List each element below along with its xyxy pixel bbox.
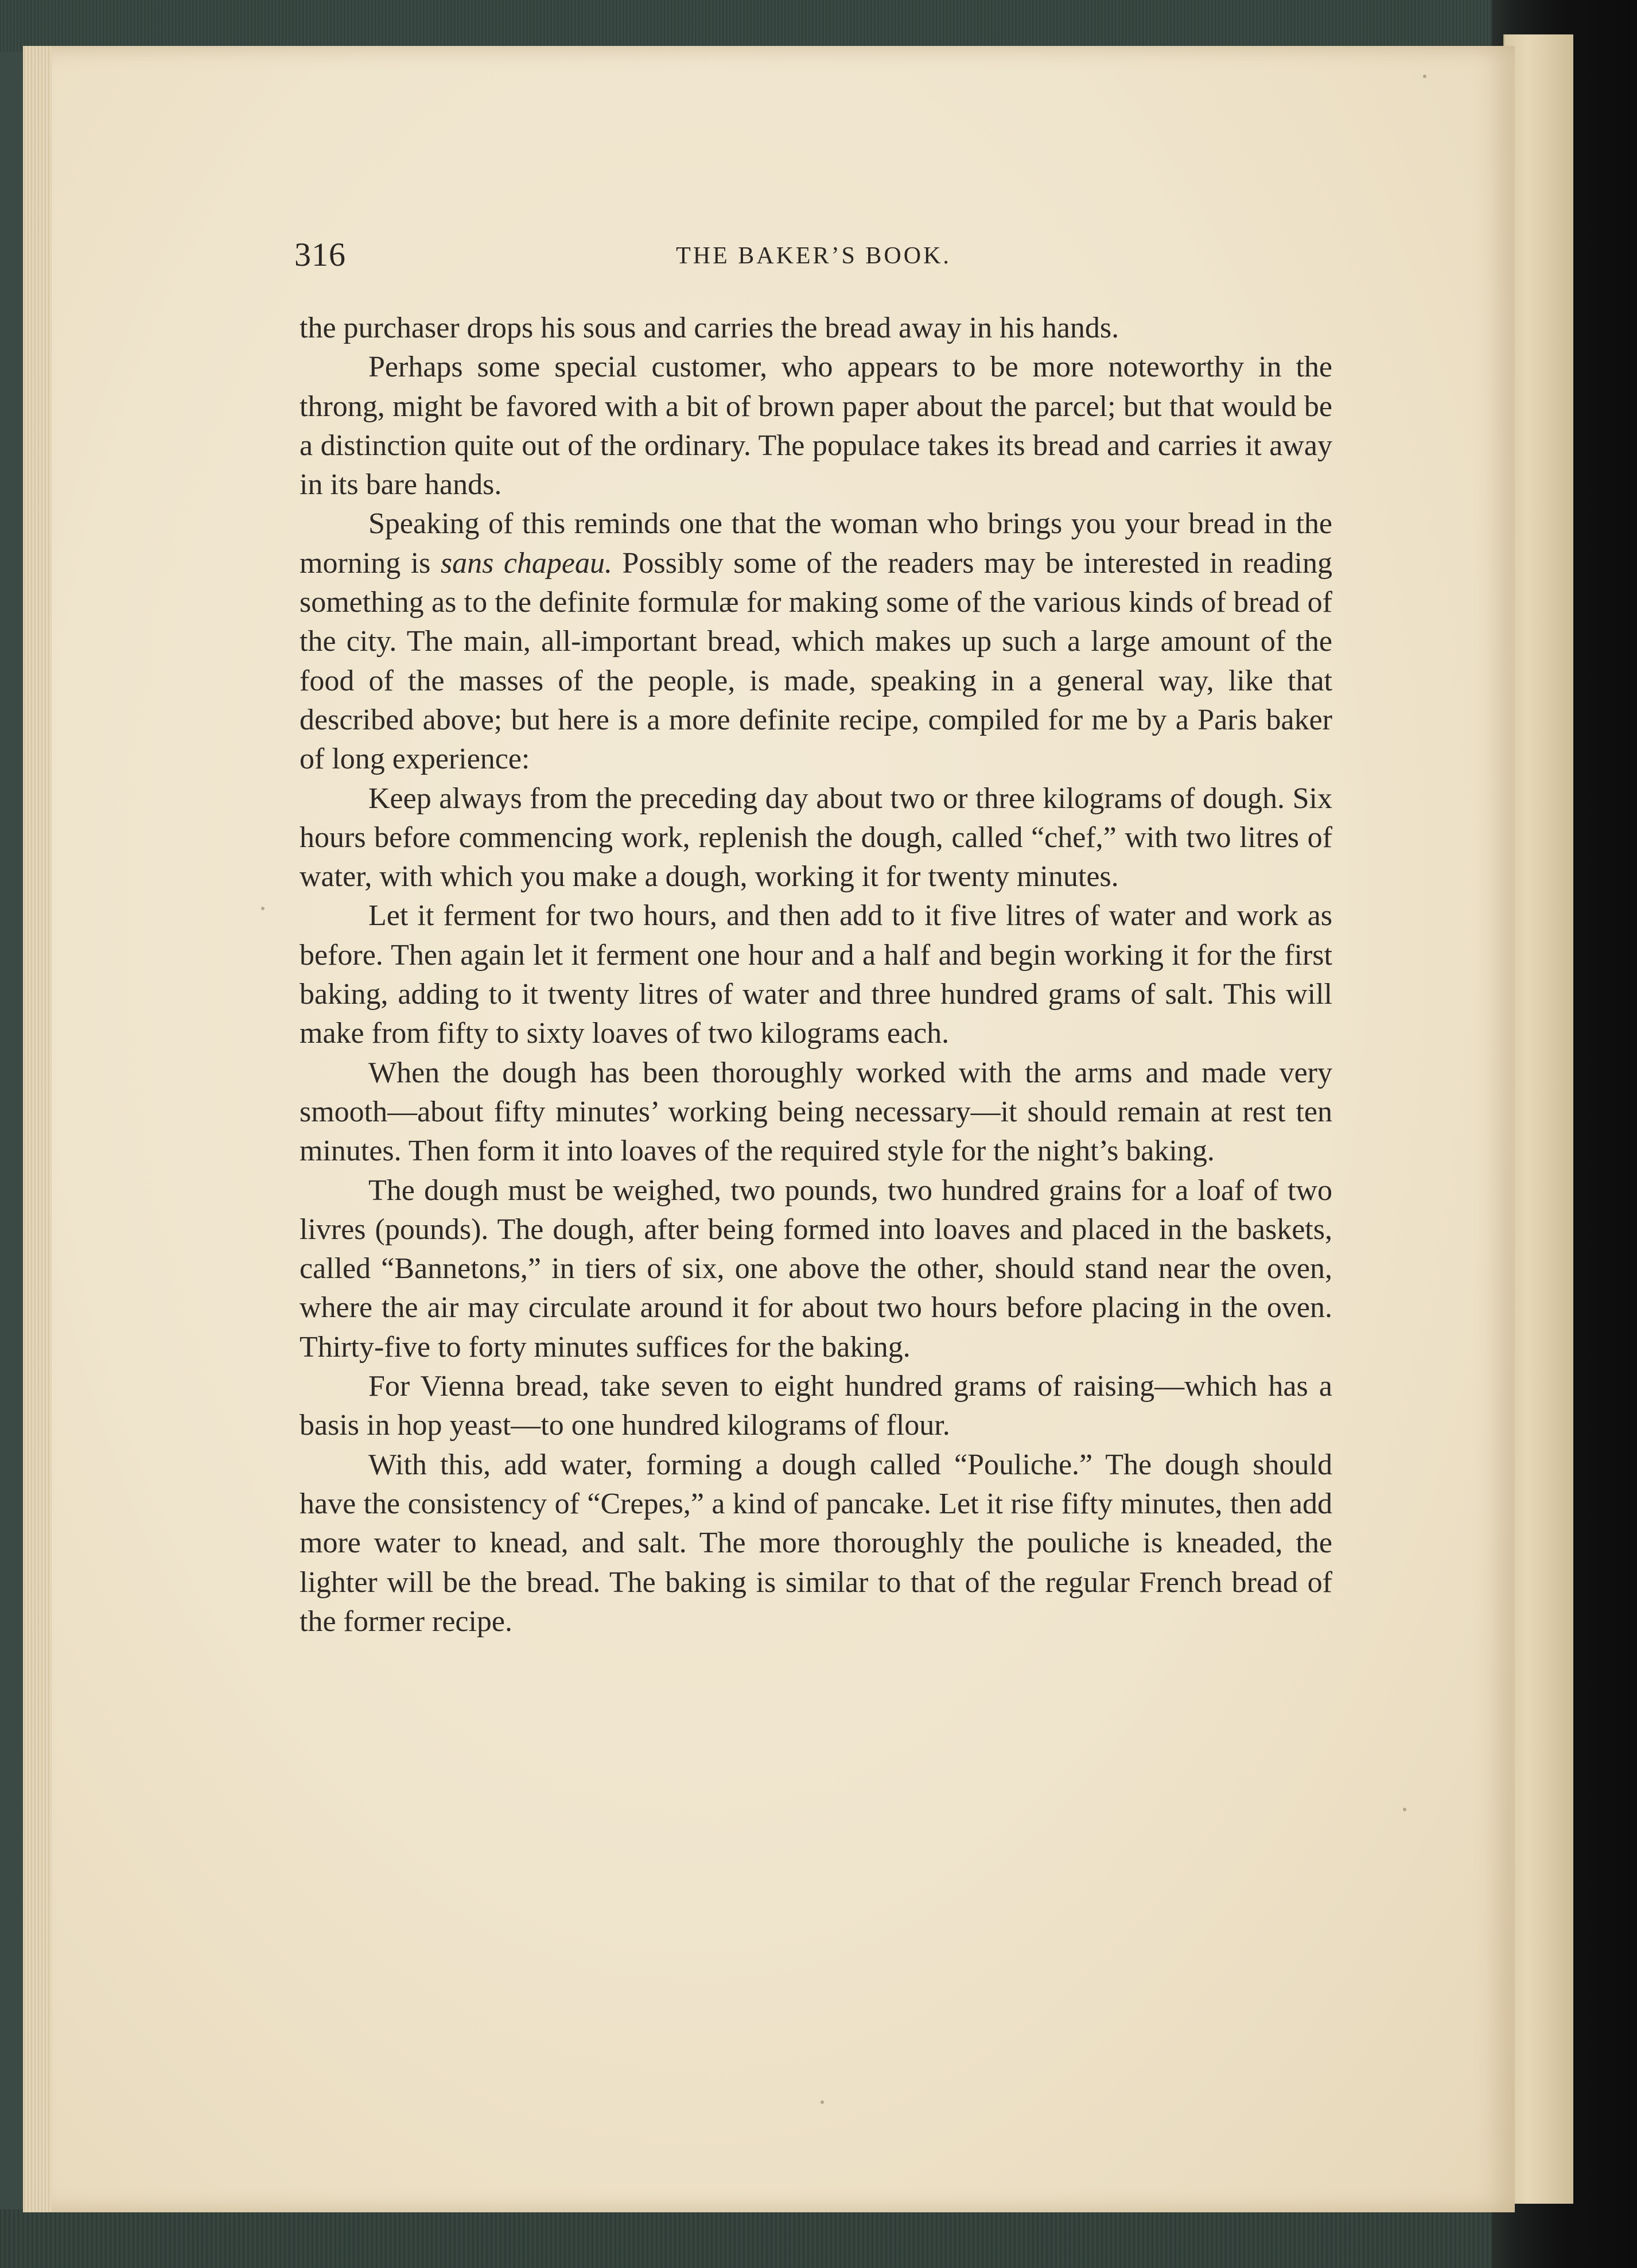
paragraph: Keep always from the preceding day about two or three kilograms of dough. Six hours before commencing work, replenish the dough, called “chef,” with two litres of water, with which you make a dough, working it for twenty minutes. bbox=[300, 782, 1332, 894]
paragraph: Let it ferment for two hours, and then add to it five litres of water and work as before. Then again let it ferment one hour and a half and begin working it for the first baking, adding to it twenty litres of water and three hundred grams of salt. This will make from fifty to sixty loaves of two kilograms each. bbox=[300, 899, 1332, 1050]
paper-speck bbox=[821, 2100, 824, 2104]
paragraph: The dough must be weighed, two pounds, two hundred grains for a loaf of two livres (pounds). The dough, after being formed into loaves and placed in the baskets, called “Bannetons,” in tiers of six, one above the other, should stand near the oven, where the air may circulate around it for about two hours before placing in the oven. Thirty-five to forty minutes suffices for the baking. bbox=[300, 1174, 1332, 1364]
book-binding-top bbox=[0, 0, 1637, 52]
page-edges-left bbox=[23, 46, 52, 2212]
running-title: THE BAKER’S BOOK. bbox=[676, 243, 951, 269]
paragraph-text: Possibly some of the readers may be interested in reading something as to the definite formulæ for making some of the various kinds of bread of the city. The main, all-important bread, which makes up such a large amount of the food of the masses of the people, is made, speaking in a general way, like that described above; but here is a more definite recipe, compiled for me by a Paris baker of long experience: bbox=[300, 546, 1332, 776]
running-head bbox=[294, 235, 1333, 281]
paper-speck bbox=[1423, 75, 1426, 78]
paper-speck bbox=[261, 907, 265, 910]
paragraph: For Vienna bread, take seven to eight hundred grams of raising—which has a basis in hop yeast—to one hundred kilograms of flour. bbox=[300, 1370, 1332, 1442]
paragraph-continued: the purchaser drops his sous and carries the bread away in his hands. bbox=[300, 312, 1119, 344]
paragraph: With this, add water, forming a dough called “Pouliche.” The dough should have the consistency of “Crepes,” a kind of pancake. Let it rise fifty minutes, then add more water to knead, and salt. The more thoroughly the pouliche is kneaded, the lighter will be the bread. The baking is similar to that of the regular French bread of the former recipe. bbox=[300, 1448, 1332, 1638]
paragraph bbox=[300, 504, 1332, 779]
paragraph: When the dough has been thoroughly worked with the arms and made very smooth—about fifty minutes’ working being necessary—it should remain at rest ten minutes. Then form it into loaves of the required style for the night’s baking. bbox=[300, 1056, 1332, 1168]
paragraph: Perhaps some special customer, who appears to be more noteworthy in the throng, might be favored with a bit of brown paper about the parcel; but that would be a distinction quite out of the ordinary. The populace takes its bread and carries it away in its bare hands. bbox=[300, 351, 1332, 502]
page-number: 316 bbox=[294, 236, 346, 273]
italic-phrase: sans chapeau. bbox=[440, 546, 612, 580]
book-binding-bottom bbox=[0, 2209, 1637, 2268]
paragraph-text: Speaking of this reminds one that the woman who brings you your bread in the morning is bbox=[300, 507, 1332, 580]
paper-speck bbox=[1403, 1808, 1406, 1811]
body-text bbox=[300, 309, 1332, 1641]
